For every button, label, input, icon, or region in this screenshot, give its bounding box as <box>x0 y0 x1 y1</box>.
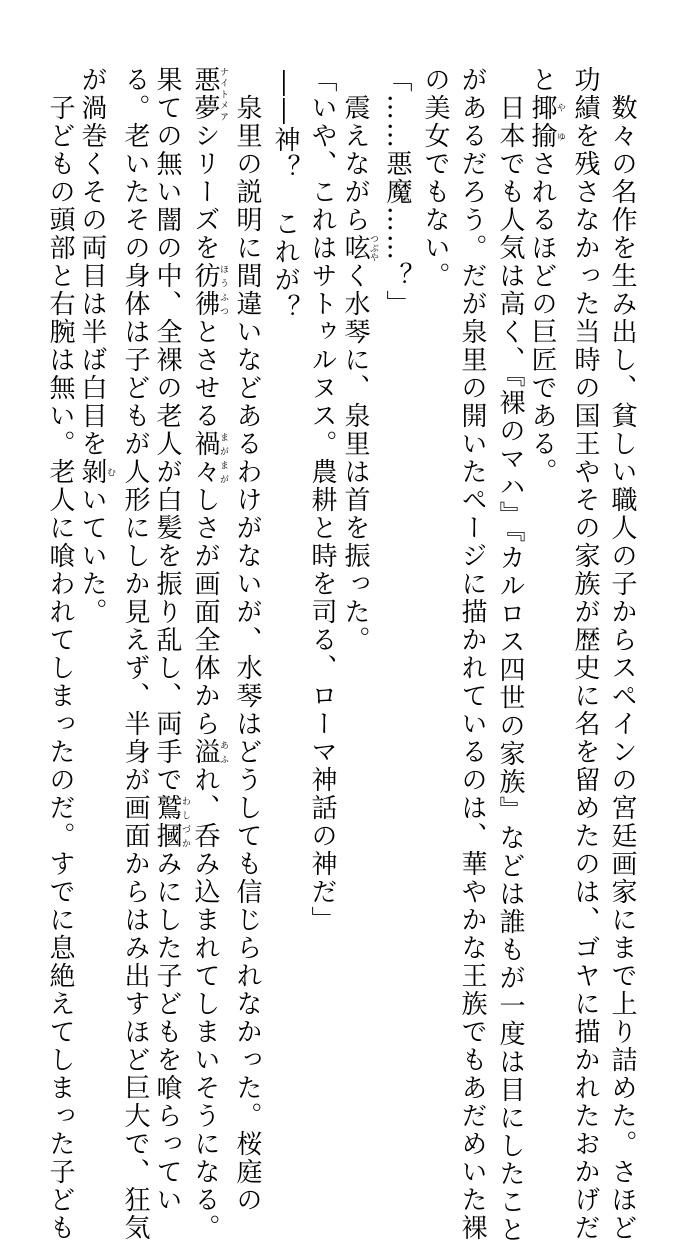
text-column-6 <box>417 66 453 996</box>
ruby-word: 呟つぶや <box>340 234 378 262</box>
paragraph-text: が渦巻くその両目は半ば白目を <box>77 66 107 458</box>
paragraph-text: く水琴に、泉里は首を振った。 <box>340 262 370 654</box>
paragraph-text: 震えながら <box>340 66 370 234</box>
paragraph-text: 日本でも人気は高く、『裸のマハ』『カルロス四世の家族』などは誰もが一度は目にしたこと <box>495 66 525 1244</box>
paragraph-text: されるほどの巨匠である。 <box>527 150 557 486</box>
text-column-3 <box>529 66 565 996</box>
paragraph-text: れ、呑み込まれてしまいそうになる。 <box>190 766 220 1242</box>
paragraph-text: 桜庭の <box>232 1130 262 1214</box>
text-column-10 <box>267 70 303 1000</box>
paragraph-text: いていた。 <box>77 486 107 626</box>
ruby-word: 剝む <box>77 458 115 486</box>
paragraph-text: みにした子どもを喰らってい <box>152 850 182 1214</box>
paragraph-text: シリーズを <box>190 122 220 262</box>
dialogue-text: 「……悪魔……？」 <box>382 66 412 318</box>
ruby-word: 悪夢ナイトメア <box>190 66 228 122</box>
ruby-word: 揶揄やゆ <box>527 94 565 150</box>
paragraph-text: 数々の名作を生み出し、貧しい職人の子からスペインの宮廷画家にまで上り詰めた。さほど <box>607 66 637 1242</box>
paragraph-text: と <box>527 66 557 94</box>
text-column-2 <box>567 66 603 1242</box>
ruby-word: 溢あふ <box>190 738 228 766</box>
text-column-11 <box>229 66 265 1214</box>
paragraph-text: る。老いたその身体は子どもが人形にしか見えず、半身が画面からはみ出すほど巨大で、狂気 <box>120 66 150 1242</box>
paragraph-text: とさせる <box>190 318 220 430</box>
paragraph-text: があるだろう。だが泉里の開いたページに描かれているのは、華やかな王族でもあだめいた裸 <box>457 66 487 1242</box>
text-column-9 <box>304 66 340 996</box>
text-column-12 <box>190 66 228 1242</box>
ruby-word: 鷲摑わしづか <box>152 794 190 850</box>
paragraph-text: 泉里の説明に間違いなどあるわけがないが、水琴はどうしても信じられなかった。 <box>232 66 262 1130</box>
text-column-16 <box>42 66 78 1242</box>
text-column-15 <box>79 66 115 996</box>
text-column-8 <box>342 66 378 996</box>
paragraph-text: 果ての無い闇の中、全裸の老人が白髪を振り乱し、両手で <box>152 66 182 794</box>
paragraph-text: ――神？ これが？ <box>270 70 300 322</box>
ruby-word: 禍々まがまが <box>190 430 228 486</box>
paragraph-text: 子どもの頭部と右腕は無い。老人に喰われてしまったのだ。すでに息絶えてしまった子ども <box>45 66 75 1242</box>
text-column-5 <box>454 66 490 1242</box>
paragraph-text: しさが画面全体から <box>190 486 220 738</box>
dialogue-text: 「いや、これはサトゥルヌス。農耕と時を司る、ローマ神話の神だ」 <box>307 66 337 934</box>
text-column-4 <box>492 66 528 1244</box>
text-column-7 <box>379 66 415 996</box>
text-column-14 <box>117 66 153 1242</box>
paragraph-text: の美女でもない。 <box>420 66 450 290</box>
text-column-1 <box>604 66 640 1242</box>
ruby-word: 彷彿ほうふつ <box>190 262 228 318</box>
paragraph-text: 功績を残さなかった当時の国王やその家族が歴史に名を留めたのは、ゴヤに描かれたおかげだ <box>570 66 600 1242</box>
text-column-13 <box>152 66 190 1214</box>
